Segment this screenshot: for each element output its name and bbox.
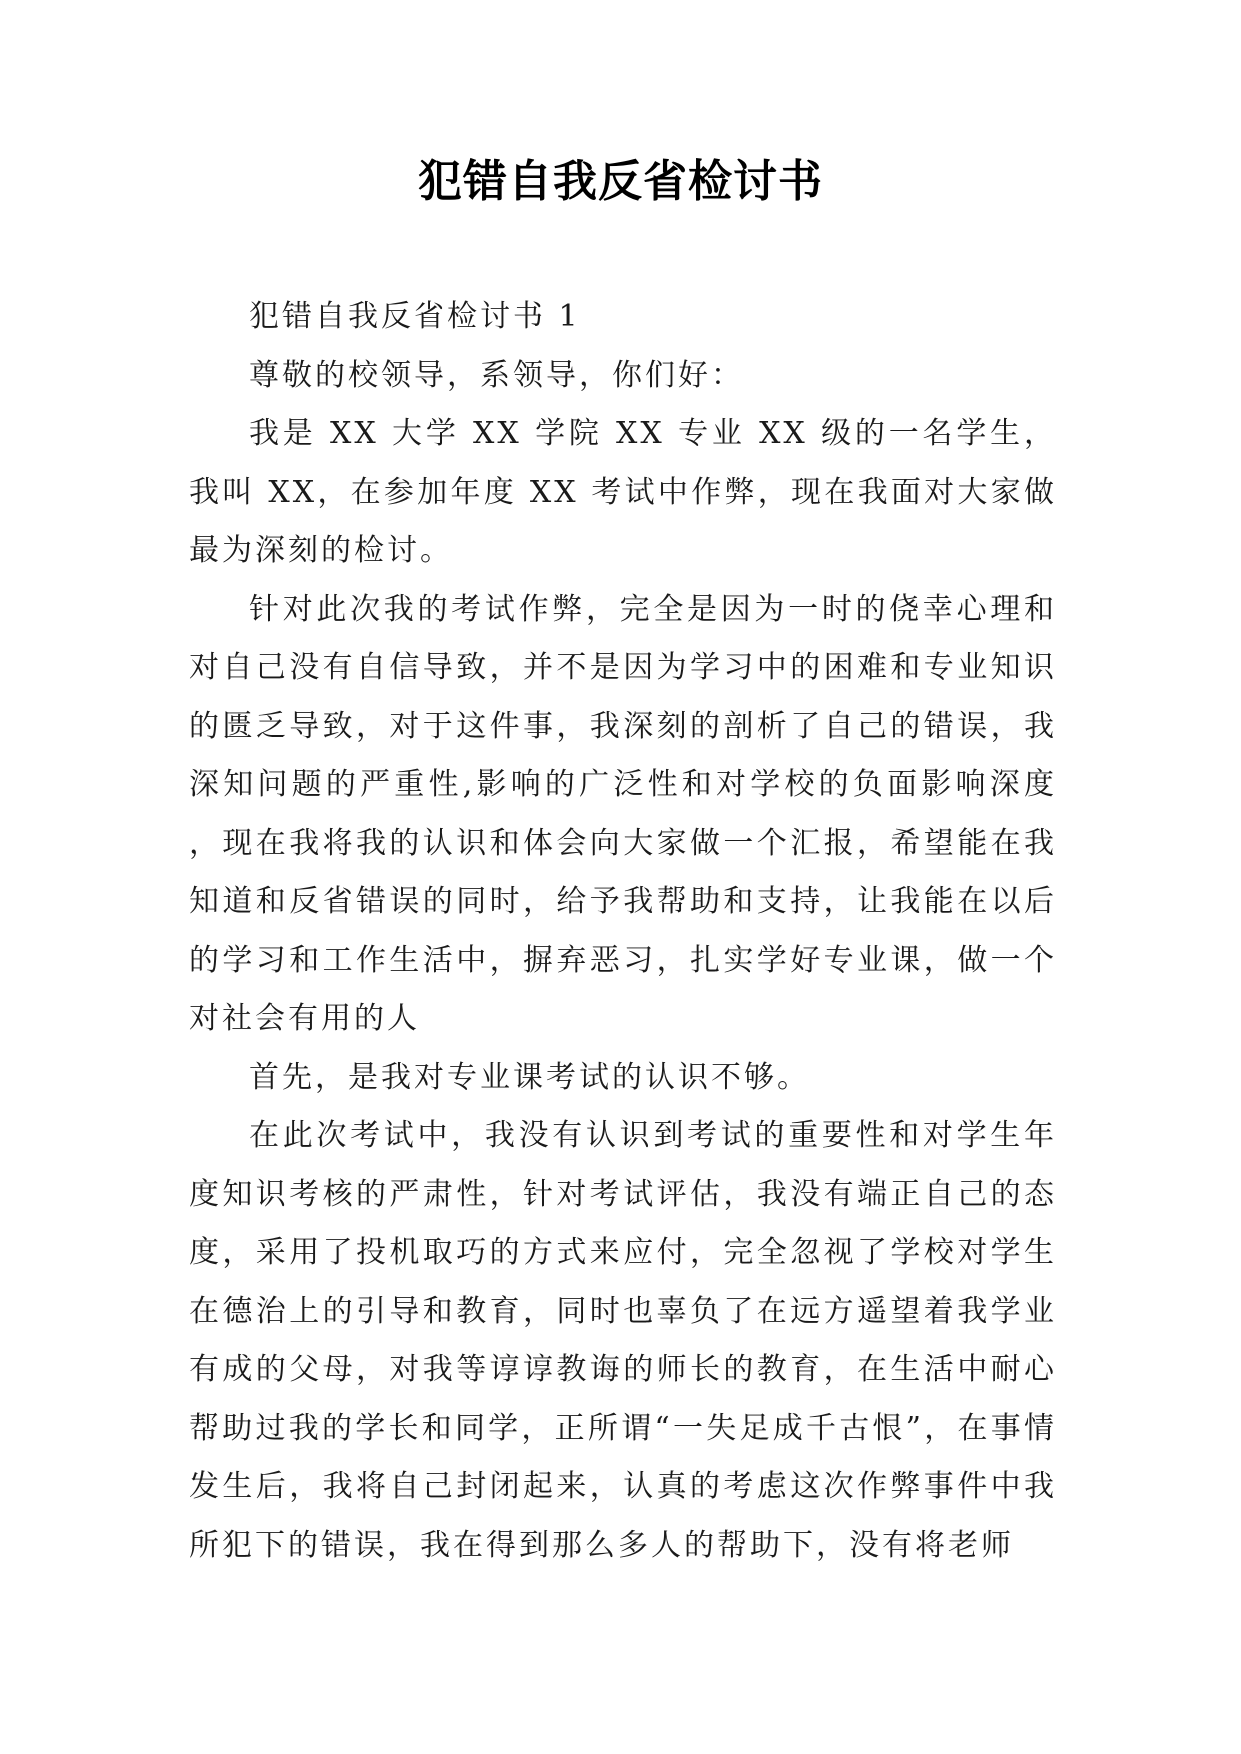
- paragraph-reflection: 针对此次我的考试作弊，完全是因为一时的侥幸心理和对自己没有自信导致，并不是因为学习中的困难和专业知识的匮乏导致，对于这件事，我深刻的剖析了自己的错误，我深知问题的严重性,影响的广泛性和对学校的负面影响深度，现在我将我的认识和体会向大家做一个汇报，希望能在我知道和反省错误的同时，给予我帮助和支持，让我能在以后的学习和工作生活中，摒弃恶习，扎实学好专业课，做一个对社会有用的人: [189, 591, 1057, 1036]
- paragraph-exam-analysis: 在此次考试中，我没有认识到考试的重要性和对学生年度知识考核的严肃性，针对考试评估，我没有端正自己的态度，采用了投机取巧的方式来应付，完全忽视了学校对学生在德治上的引导和教育，同时也辜负了在远方遥望着我学业有成的父母，对我等谆谆教诲的师长的教育，在生活中耐心帮助过我的学长和同学，正所谓“一失足成千古恨”，在事情发生后，我将自己封闭起来，认真的考虑这次作弊事件中我所犯下的错误，我在得到那么多人的帮助下，没有将老师: [189, 1118, 1057, 1563]
- paragraph-heading: 犯错自我反省检讨书 1: [249, 299, 581, 334]
- paragraph-first-point: 首先，是我对专业课考试的认识不够。: [249, 1059, 810, 1095]
- paragraph-salutation: 尊敬的校领导，系领导，你们好：: [249, 357, 744, 393]
- paragraph-introduction: 我是 XX 大学 XX 学院 XX 专业 XX 级的一名学生，我叫 XX，在参加年度 XX 考试中作弊，现在我面对大家做最为深刻的检讨。: [189, 416, 1057, 568]
- document-title: 犯错自我反省检讨书: [418, 156, 823, 207]
- document-body: [189, 288, 1057, 1575]
